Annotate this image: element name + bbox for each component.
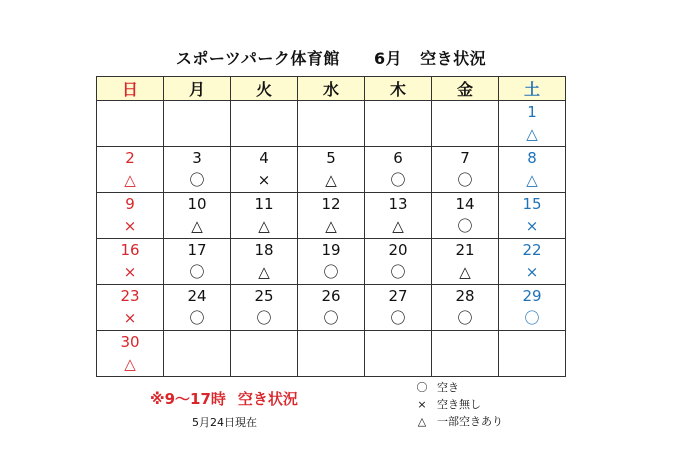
availability-status: △ — [325, 171, 337, 189]
weekday-fri: 金 — [432, 77, 499, 101]
title-month: 6月 — [373, 49, 403, 68]
calendar-day-cell — [97, 193, 164, 239]
calendar-day-cell — [164, 101, 231, 147]
day-number: 1 — [527, 103, 537, 121]
calendar-day-cell — [499, 239, 566, 285]
availability-status: 〇 — [189, 263, 205, 281]
day-number: 24 — [187, 287, 207, 305]
day-number: 21 — [455, 241, 475, 259]
day-number: 8 — [527, 149, 537, 167]
legend — [407, 379, 503, 430]
calendar-day-cell — [231, 101, 298, 147]
legend-text: 一部空きあり — [437, 415, 503, 428]
weekday-thu: 木 — [365, 77, 432, 101]
calendar-day-cell — [365, 331, 432, 377]
calendar-day-cell — [365, 239, 432, 285]
availability-status: 〇 — [189, 309, 205, 327]
day-number: 27 — [388, 287, 408, 305]
day-number: 12 — [321, 195, 341, 213]
availability-status: × — [525, 217, 539, 235]
availability-status: △ — [526, 171, 538, 189]
day-number: 10 — [187, 195, 207, 213]
calendar-week-row — [97, 193, 566, 239]
day-number: 5 — [326, 149, 336, 167]
title-facility: スポーツパーク体育館 — [175, 49, 340, 68]
calendar-day-cell — [231, 193, 298, 239]
availability-status: △ — [258, 217, 270, 235]
day-number: 26 — [321, 287, 341, 305]
calendar-day-cell — [164, 193, 231, 239]
day-number: 23 — [120, 287, 140, 305]
calendar-week-row — [97, 331, 566, 377]
day-number: 2 — [125, 149, 135, 167]
calendar-day-cell — [432, 331, 499, 377]
availability-status: × — [123, 309, 137, 327]
day-number: 13 — [388, 195, 408, 213]
weekday-header-row — [97, 77, 566, 101]
day-number: 22 — [522, 241, 542, 259]
availability-status: × — [257, 171, 271, 189]
calendar-day-cell — [164, 147, 231, 193]
calendar-day-cell — [499, 285, 566, 331]
hours-note-hours: ※9～17時 — [150, 390, 226, 408]
calendar-day-cell — [432, 285, 499, 331]
day-number: 19 — [321, 241, 341, 259]
availability-status: × — [123, 263, 137, 281]
availability-status: △ — [124, 171, 136, 189]
calendar-day-cell — [432, 239, 499, 285]
day-number: 9 — [125, 195, 135, 213]
calendar-day-cell — [164, 239, 231, 285]
calendar-day-cell — [231, 285, 298, 331]
calendar-day-cell — [499, 193, 566, 239]
day-number: 3 — [192, 149, 202, 167]
calendar-day-cell — [298, 285, 365, 331]
calendar-day-cell — [164, 331, 231, 377]
calendar-week-row — [97, 239, 566, 285]
availability-status: 〇 — [457, 309, 473, 327]
legend-symbol-triangle: △ — [417, 415, 427, 428]
availability-status: 〇 — [323, 263, 339, 281]
availability-status: △ — [258, 263, 270, 281]
weekday-wed: 水 — [298, 77, 365, 101]
calendar-day-cell — [365, 147, 432, 193]
calendar-week-row — [97, 147, 566, 193]
availability-status: × — [123, 217, 137, 235]
legend-item-partial — [407, 413, 503, 430]
day-number: 7 — [460, 149, 470, 167]
calendar-day-cell — [97, 285, 164, 331]
availability-calendar — [96, 76, 566, 377]
availability-status: 〇 — [390, 309, 406, 327]
title-subject: 空き状況 — [420, 49, 487, 68]
availability-status: △ — [526, 125, 538, 143]
availability-status: 〇 — [457, 217, 473, 235]
calendar-day-cell — [97, 239, 164, 285]
availability-status: × — [525, 263, 539, 281]
availability-status: △ — [325, 217, 337, 235]
weekday-sat: 土 — [499, 77, 566, 101]
calendar-day-cell — [432, 147, 499, 193]
legend-text: 空き — [437, 381, 459, 394]
legend-symbol-cross: × — [417, 398, 427, 411]
calendar-day-cell — [231, 147, 298, 193]
calendar-day-cell — [298, 239, 365, 285]
calendar-day-cell — [298, 331, 365, 377]
day-number: 30 — [120, 333, 140, 351]
calendar-day-cell — [298, 101, 365, 147]
day-number: 18 — [254, 241, 274, 259]
legend-symbol-circle: 〇 — [416, 381, 428, 394]
availability-status: 〇 — [390, 171, 406, 189]
day-number: 20 — [388, 241, 408, 259]
hours-note-label: 空き状況 — [237, 390, 298, 408]
day-number: 25 — [254, 287, 274, 305]
day-number: 16 — [120, 241, 140, 259]
day-number: 6 — [393, 149, 403, 167]
page-title — [96, 46, 566, 69]
availability-status: △ — [124, 355, 136, 373]
calendar-week-row — [97, 285, 566, 331]
availability-status: 〇 — [390, 263, 406, 281]
availability-status: △ — [392, 217, 404, 235]
hours-note — [150, 388, 298, 409]
availability-status: △ — [191, 217, 203, 235]
availability-status: 〇 — [524, 309, 540, 327]
calendar-day-cell — [499, 147, 566, 193]
legend-text: 空き無し — [437, 398, 481, 411]
weekday-sun: 日 — [97, 77, 164, 101]
day-number: 28 — [455, 287, 475, 305]
calendar-day-cell — [298, 193, 365, 239]
day-number: 14 — [455, 195, 475, 213]
legend-item-unavailable — [407, 396, 503, 413]
availability-status: △ — [459, 263, 471, 281]
day-number: 29 — [522, 287, 542, 305]
day-number: 11 — [254, 195, 274, 213]
day-number: 17 — [187, 241, 207, 259]
calendar-day-cell — [499, 101, 566, 147]
calendar-day-cell — [231, 239, 298, 285]
legend-item-available — [407, 379, 503, 396]
calendar-day-cell — [164, 285, 231, 331]
calendar-day-cell — [365, 193, 432, 239]
calendar-day-cell — [97, 147, 164, 193]
calendar-week-row — [97, 101, 566, 147]
availability-status: 〇 — [256, 309, 272, 327]
calendar-day-cell — [365, 285, 432, 331]
updated-date: 5月24日現在 — [192, 416, 257, 429]
calendar-day-cell — [365, 101, 432, 147]
weekday-mon: 月 — [164, 77, 231, 101]
calendar-day-cell — [298, 147, 365, 193]
weekday-tue: 火 — [231, 77, 298, 101]
day-number: 15 — [522, 195, 542, 213]
day-number: 4 — [259, 149, 269, 167]
calendar-day-cell — [97, 101, 164, 147]
availability-status: 〇 — [323, 309, 339, 327]
availability-status: 〇 — [457, 171, 473, 189]
calendar-day-cell — [499, 331, 566, 377]
calendar-day-cell — [432, 193, 499, 239]
calendar-day-cell — [432, 101, 499, 147]
calendar-day-cell — [97, 331, 164, 377]
calendar-day-cell — [231, 331, 298, 377]
availability-status: 〇 — [189, 171, 205, 189]
